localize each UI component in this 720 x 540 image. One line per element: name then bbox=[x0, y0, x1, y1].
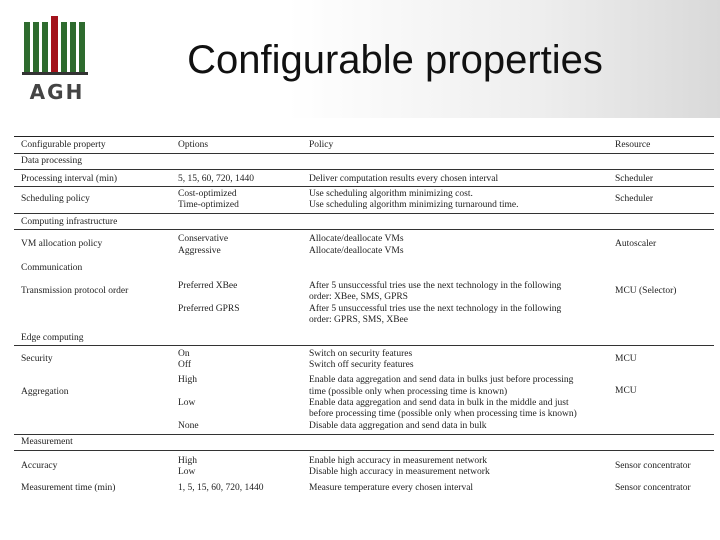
divider bbox=[14, 450, 714, 451]
option-off: Off bbox=[178, 360, 192, 370]
policy-cell: Use scheduling algorithm minimizing turnaround time. bbox=[309, 200, 519, 210]
divider bbox=[14, 153, 714, 154]
policy-cell: order: XBee, SMS, GPRS bbox=[309, 292, 408, 302]
policy-cell: Enable high accuracy in measurement network bbox=[309, 456, 488, 466]
property-cell: Processing interval (min) bbox=[21, 174, 118, 184]
policy-cell: Allocate/deallocate VMs bbox=[309, 234, 404, 244]
resource-cell: Autoscaler bbox=[615, 239, 657, 249]
header-resource: Resource bbox=[615, 140, 651, 150]
policy-cell: Use scheduling algorithm minimizing cost. bbox=[309, 189, 473, 199]
option-low: Low bbox=[178, 398, 196, 408]
divider bbox=[14, 229, 714, 230]
options-cell: 1, 5, 15, 60, 720, 1440 bbox=[178, 483, 264, 493]
section-communication: Communication bbox=[21, 263, 83, 273]
option-high: High bbox=[178, 456, 197, 466]
option-low: Low bbox=[178, 467, 196, 477]
option-preferred-gprs: Preferred GPRS bbox=[178, 304, 240, 314]
policy-cell: before processing time (possible only when processing time is known) bbox=[309, 409, 577, 419]
option-on: On bbox=[178, 349, 190, 359]
property-cell: Security bbox=[21, 354, 53, 364]
policy-cell: After 5 unsuccessful tries use the next technology in the following bbox=[309, 304, 562, 314]
policy-cell: Allocate/deallocate VMs bbox=[309, 246, 404, 256]
policy-cell: After 5 unsuccessful tries use the next technology in the following bbox=[309, 281, 562, 291]
option-none: None bbox=[178, 421, 199, 431]
divider bbox=[14, 186, 714, 187]
section-measurement: Measurement bbox=[21, 437, 73, 447]
table-top-border bbox=[14, 136, 714, 137]
option-high: High bbox=[178, 375, 197, 385]
policy-cell: time (possible only when processing time is known) bbox=[309, 387, 508, 397]
option-preferred-xbee: Preferred XBee bbox=[178, 281, 238, 291]
section-edge-computing: Edge computing bbox=[21, 333, 84, 343]
section-data-processing: Data processing bbox=[21, 156, 82, 166]
divider bbox=[14, 213, 714, 214]
property-cell: VM allocation policy bbox=[21, 239, 103, 249]
property-cell: Scheduling policy bbox=[21, 194, 90, 204]
policy-cell: Switch off security features bbox=[309, 360, 414, 370]
option-cost-optimized: Cost-optimized bbox=[178, 189, 237, 199]
policy-cell: Disable high accuracy in measurement network bbox=[309, 467, 490, 477]
resource-cell: Scheduler bbox=[615, 194, 653, 204]
property-cell: Accuracy bbox=[21, 461, 58, 471]
policy-cell: order: GPRS, SMS, XBee bbox=[309, 315, 408, 325]
option-time-optimized: Time-optimized bbox=[178, 200, 239, 210]
divider bbox=[14, 434, 714, 435]
divider bbox=[14, 169, 714, 170]
resource-cell: MCU bbox=[615, 354, 637, 364]
policy-cell: Deliver computation results every chosen interval bbox=[309, 174, 499, 184]
page-title: Configurable properties bbox=[187, 38, 603, 82]
property-cell: Aggregation bbox=[21, 387, 69, 397]
options-cell: 5, 15, 60, 720, 1440 bbox=[178, 174, 254, 184]
resource-cell: MCU bbox=[615, 386, 637, 396]
logo-text: AGH bbox=[29, 80, 85, 104]
property-cell: Transmission protocol order bbox=[21, 286, 129, 296]
header-property: Configurable property bbox=[21, 140, 106, 150]
option-conservative: Conservative bbox=[178, 234, 229, 244]
policy-cell: Measure temperature every chosen interval bbox=[309, 483, 474, 493]
option-aggressive: Aggressive bbox=[178, 246, 221, 256]
resource-cell: Scheduler bbox=[615, 174, 653, 184]
policy-cell: Enable data aggregation and send data in bulk in the middle and just bbox=[309, 398, 569, 408]
header-options: Options bbox=[178, 140, 209, 150]
resource-cell: Sensor concentrator bbox=[615, 461, 691, 471]
section-computing-infrastructure: Computing infrastructure bbox=[21, 217, 118, 227]
divider bbox=[14, 345, 714, 346]
header-policy: Policy bbox=[309, 140, 334, 150]
resource-cell: Sensor concentrator bbox=[615, 483, 691, 493]
policy-cell: Disable data aggregation and send data in bulk bbox=[309, 421, 487, 431]
property-cell: Measurement time (min) bbox=[21, 483, 116, 493]
resource-cell: MCU (Selector) bbox=[615, 286, 677, 296]
policy-cell: Switch on security features bbox=[309, 349, 413, 359]
policy-cell: Enable data aggregation and send data in bulks just before processing bbox=[309, 375, 574, 385]
